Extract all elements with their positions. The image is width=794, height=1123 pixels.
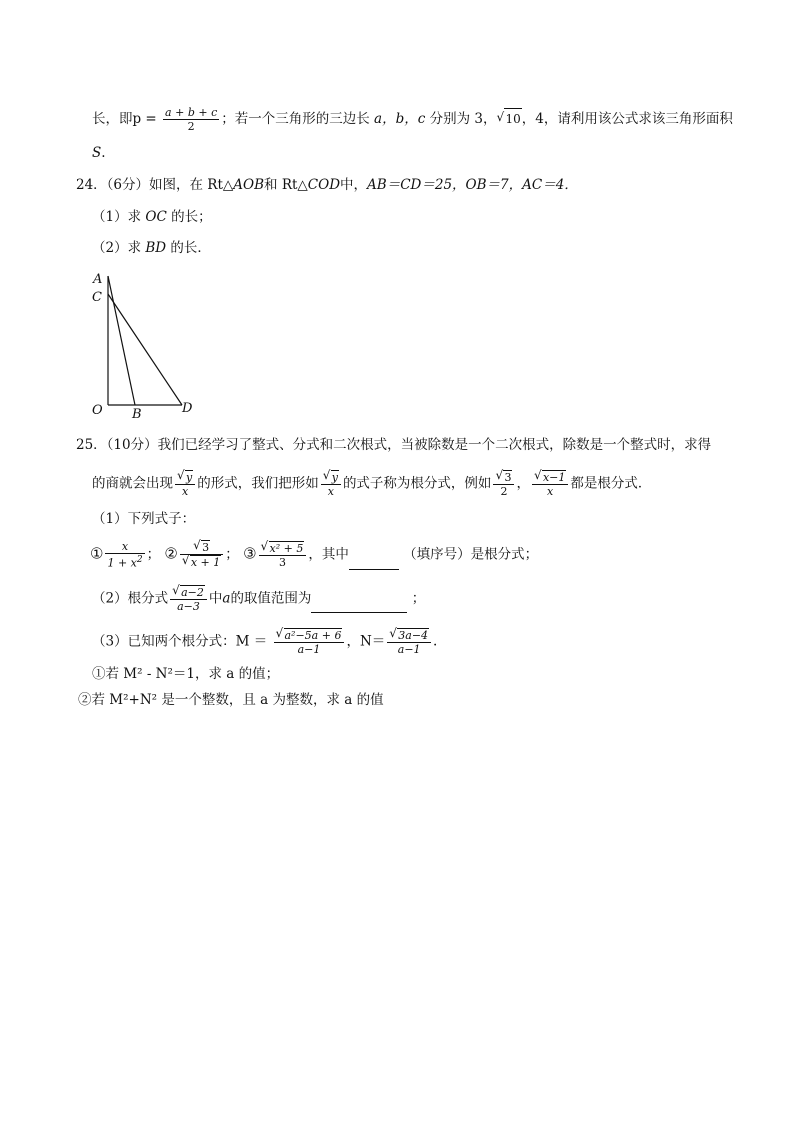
q25-part3-sub2: ②若 M²+N² 是一个整数，且 a 为整数，求 a 的值 [78,692,384,708]
example-2 [532,470,568,498]
root-frac-a [170,585,207,613]
M-fraction [274,628,345,656]
text: （2）求 [92,240,146,256]
var: OC [145,209,167,225]
q25-part1-label: （1）下列式子： [92,511,196,527]
var: AOB [233,177,265,193]
answer-blank-1[interactable] [349,555,399,570]
q25-part2 [92,585,425,613]
root-frac-2 [321,470,341,498]
text: ； [411,590,426,607]
text: ； [146,546,161,563]
text: ；若一个三角形的三边长 [221,111,370,127]
circle-1: ① [90,544,104,563]
frac-den: 2 [493,484,514,498]
answer-blank-2[interactable] [311,598,407,613]
N-fraction [387,628,431,656]
var: BD [145,240,167,256]
q24-part1 [92,207,212,227]
text: ， [516,475,530,492]
text: ，N＝ [346,633,386,650]
text: 的长． [166,240,211,256]
text: . [101,145,106,161]
p-fraction [163,106,219,133]
q24-stem [76,175,578,195]
text: ，其中 [308,546,349,563]
triangle-figure [88,268,208,423]
sqrt-y: √ y [331,470,339,484]
var: a，b，c [374,111,426,127]
sqrt-x2-plus-5: √ x² + 5 [269,541,305,555]
text: . [433,633,438,650]
q25-part1-options [90,540,538,570]
circle-2: ② [164,544,178,563]
sqrt-3: √ 3 [503,470,512,484]
text: 分别为 3， [429,111,497,127]
text: （3）已知两个根分式：M ＝ [92,633,268,650]
frac-den: 2 [163,119,219,133]
text: 中， [340,177,368,193]
text: ，4，请利用该公式求该三角形面积 [521,111,733,127]
sqrt-x-plus-1: √ x + 1 [190,555,221,569]
frac-den: a−3 [170,599,207,613]
frac-den: a−1 [274,642,345,656]
option-2 [180,540,223,569]
frac-den: a−1 [387,642,431,656]
frac-den: x [532,484,568,498]
text: ； [225,546,239,563]
frac-den: 1 + x [107,556,137,570]
var-a: a [222,590,231,607]
label-C: C [92,290,102,305]
q25-stem-1: 25．（10分）我们已经学习了整式、分式和二次根式，当被除数是一个二次根式，除数是一个整式时，求得 [76,437,712,453]
heron-line-2 [92,143,106,163]
frac-den: 3 [259,555,307,569]
heron-line [92,106,733,133]
p-var: p = [132,111,157,127]
label-D: D [182,401,193,416]
frac-den: x [175,484,195,498]
frac-num: x [121,540,129,553]
frac-den: x [321,484,341,498]
q25-stem-2 [92,470,651,498]
example-1 [493,470,514,498]
segment-CD [108,294,182,405]
q24-part2 [92,238,211,258]
text: 中 [208,590,223,607]
segment-AB [108,276,135,405]
label-B: B [132,407,142,422]
sqrt-y: √ y [185,470,193,484]
label-O: O [92,403,103,418]
var-S: S [92,145,102,161]
option-1: $\frac{x}{1 + x^2}$ [107,540,143,570]
var: COD [307,177,341,193]
text: 的长； [166,209,212,225]
text: 都是根分式． [570,475,652,492]
q25-part3-sub1: ①若 M² - N²＝1，求 a 的值； [92,666,280,682]
text: 24．（6分）如图，在 Rt△ [76,177,234,193]
text: 的式子称为根分式，例如 [342,475,492,492]
label-A: A [93,272,103,287]
circle-3: ③ [243,544,257,563]
q25-part3 [92,628,437,656]
text: 的商就会出现 [92,475,173,492]
text: （2）根分式 [92,590,169,607]
sqrt-a-2: √ a−2 [180,585,205,599]
sqrt-3: √ 3 [201,540,210,554]
sqrt-N: √ 3a−4 [397,628,429,642]
sqrt-M: √ a²−5a + 6 [284,628,343,642]
text: 的形式，我们把形如 [197,475,319,492]
text: 和 Rt△ [264,177,308,193]
text: （填序号）是根分式； [403,546,539,563]
sqrt-10: √ 10 [504,108,521,129]
root-frac [175,470,195,498]
conditions: AB＝CD＝25，OB＝7，AC＝4． [367,177,578,193]
frac-num: a + b + c [165,106,218,119]
option-3 [259,541,307,569]
text: 长，即 [92,111,133,127]
text: （1）求 [92,209,146,225]
sqrt-x-1: √ x−1 [542,470,566,484]
text: 的取值范围为 [230,590,312,607]
